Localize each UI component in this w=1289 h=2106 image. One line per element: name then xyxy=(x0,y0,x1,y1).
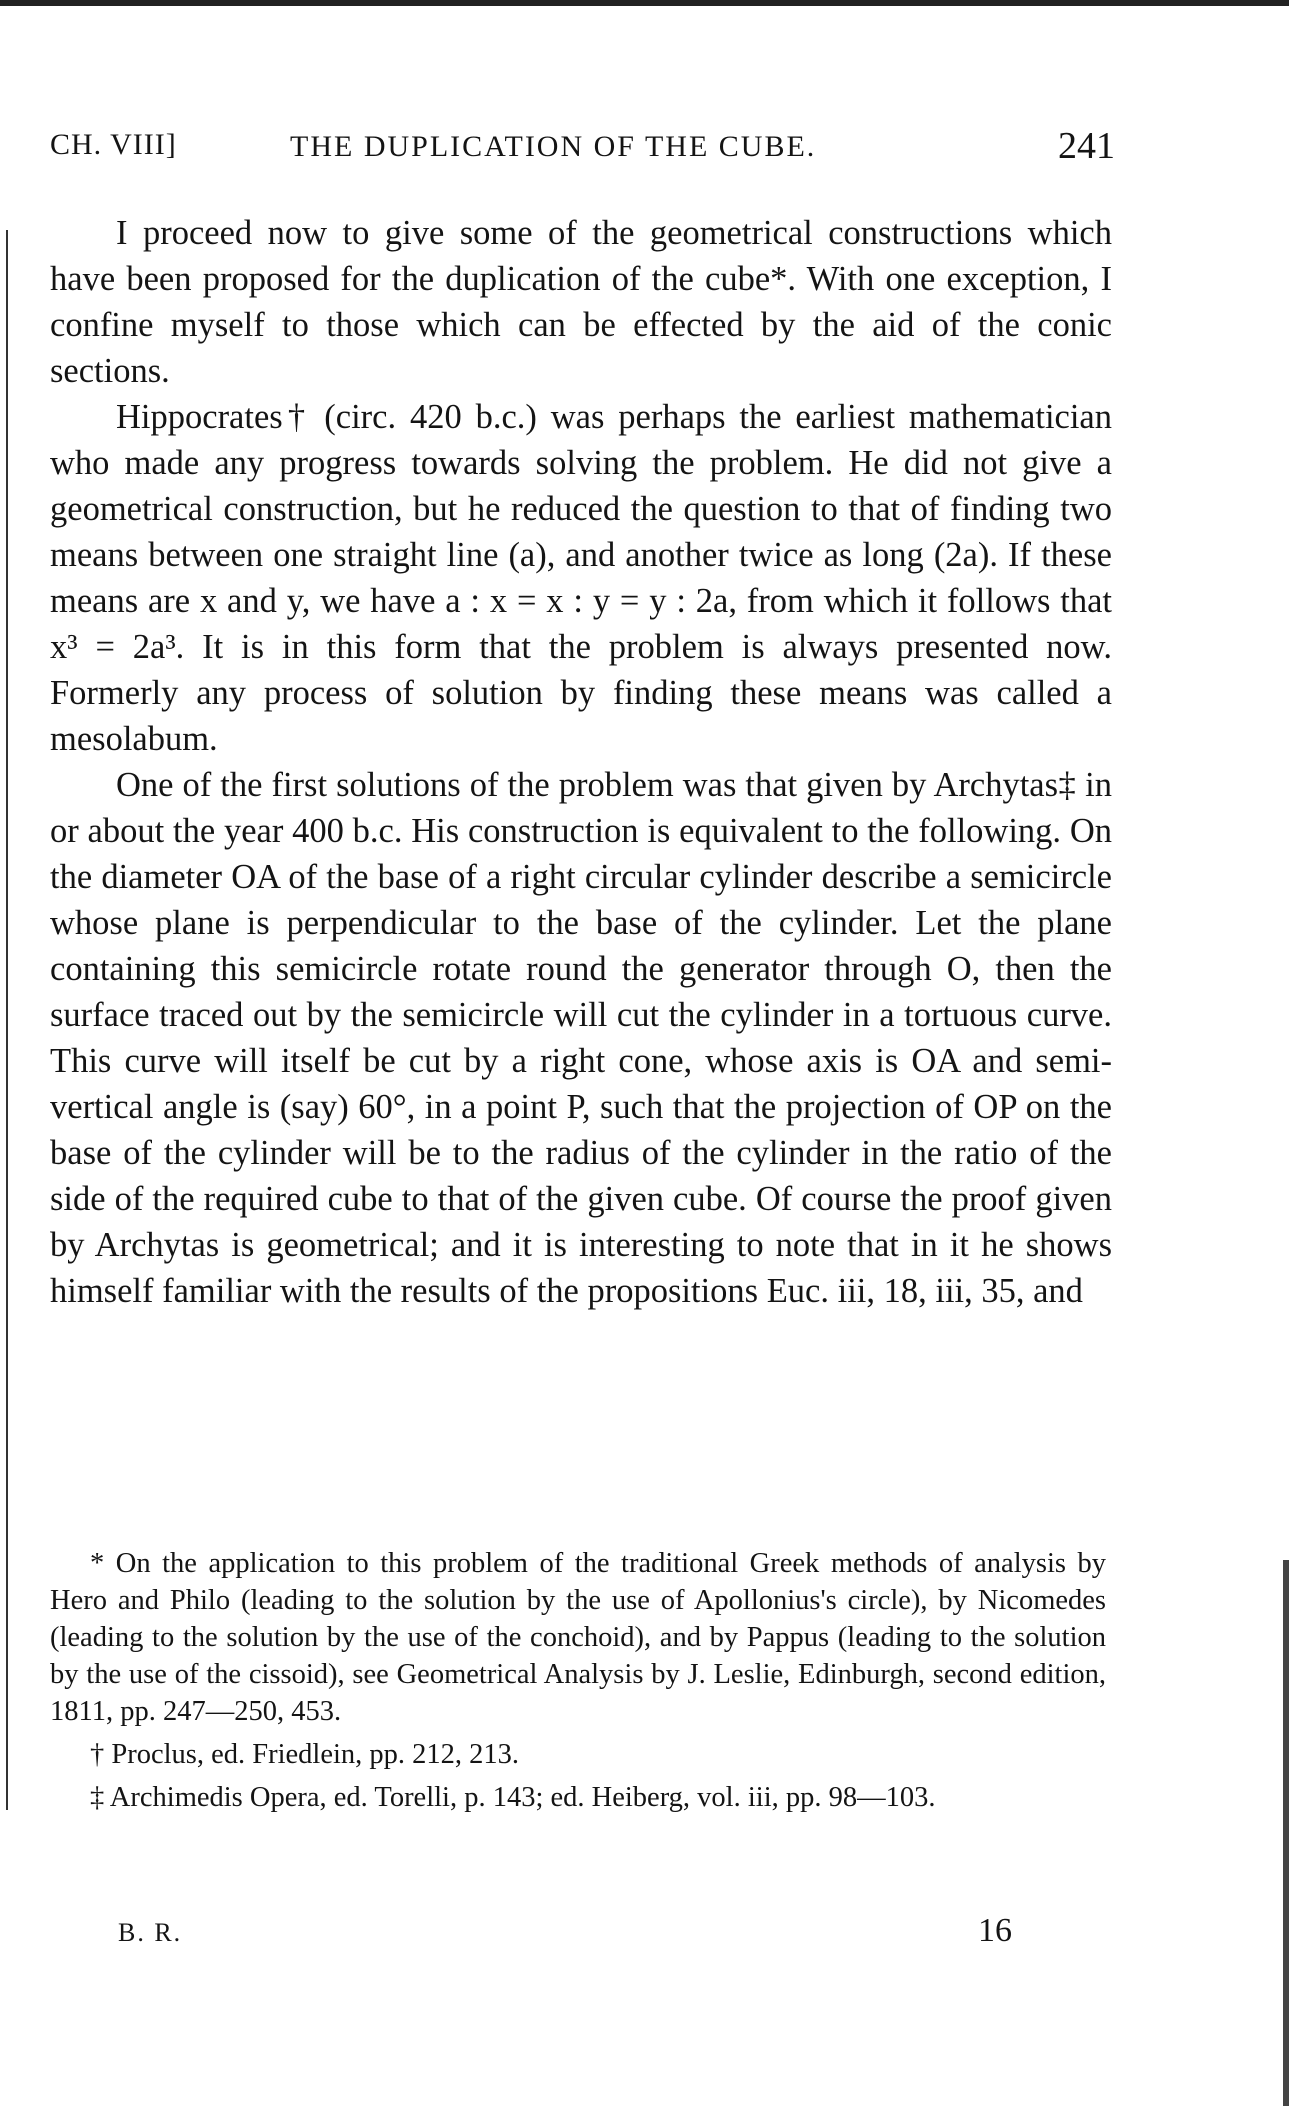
footnote-dagger: † Proclus, ed. Friedlein, pp. 212, 213. xyxy=(90,1739,520,1770)
page-number: 241 xyxy=(1058,125,1115,167)
left-margin-rule xyxy=(6,230,8,1810)
paragraph-archytas: One of the first solutions of the problem was that given by Archytas‡ in or about the year 400 b.c. His construction is equivalent to the following. On the diameter OA of the base of a right circular cylinder describe a semicircle whose plane is perpendicular to the base of the cylinder. Let the plane containing this semicircle rotate round the generator through O, then the surface traced out by the semicircle will cut the cylinder in a tortuous curve. This curve will itself be cut by a right cone, whose axis is OA and semi-vertical angle is (say) 60°, in a point P, such that the projection of OP on the base of the cylinder will be to the radius of the cylinder in the ratio of the side of the required cube to that of the given cube. Of course the proof given by Archytas is geometrical; and it is interesting to note that in it he shows himself familiar with the results of the propositions Euc. iii, 18, iii, 35, and xyxy=(50,766,1112,1310)
footnote-double-dagger: ‡ Archimedis Opera, ed. Torelli, p. 143; ed. Heiberg, vol. iii, pp. 98—103. xyxy=(90,1782,936,1813)
main-text xyxy=(50,210,1112,1314)
page-footer xyxy=(118,1912,1018,1956)
footnote-asterisk: * On the application to this problem of the traditional Greek methods of analysis by Hero and Philo (leading to the solution by the use of Apollonius's circle), by Nicomedes (leading to the solution by the use of the conchoid), and by Pappus (leading to the solution by the use of the cissoid), see Geometrical Analysis by J. Leslie, Edinburgh, second edition, 1811, pp. 247—250, 453. xyxy=(50,1548,1106,1727)
paragraph-intro: I proceed now to give some of the geometrical constructions which have been proposed for the duplication of the cube*. With one exception, I confine myself to those which can be effected by the aid of the conic sections. xyxy=(50,214,1112,390)
footnotes xyxy=(50,1545,1106,1822)
chapter-label: CH. VIII] xyxy=(50,128,177,161)
running-header xyxy=(50,124,1115,174)
running-title: THE DUPLICATION OF THE CUBE. xyxy=(290,130,817,163)
signature-mark: B. R. xyxy=(118,1918,183,1947)
right-scan-edge xyxy=(1283,1560,1289,2106)
sheet-number: 16 xyxy=(978,1912,1012,1949)
paragraph-hippocrates: Hippocrates† (circ. 420 b.c.) was perhaps the earliest mathematician who made any progress towards solving the problem. He did not give a geometrical construction, but he reduced the question to that of finding two means between one straight line (a), and another twice as long (2a). If these means are x and y, we have a : x = x : y = y : 2a, from which it follows that x³ = 2a³. It is in this form that the problem is always presented now. Formerly any process of solution by finding these means was called a mesolabum. xyxy=(50,398,1112,758)
top-scan-edge xyxy=(0,0,1289,6)
